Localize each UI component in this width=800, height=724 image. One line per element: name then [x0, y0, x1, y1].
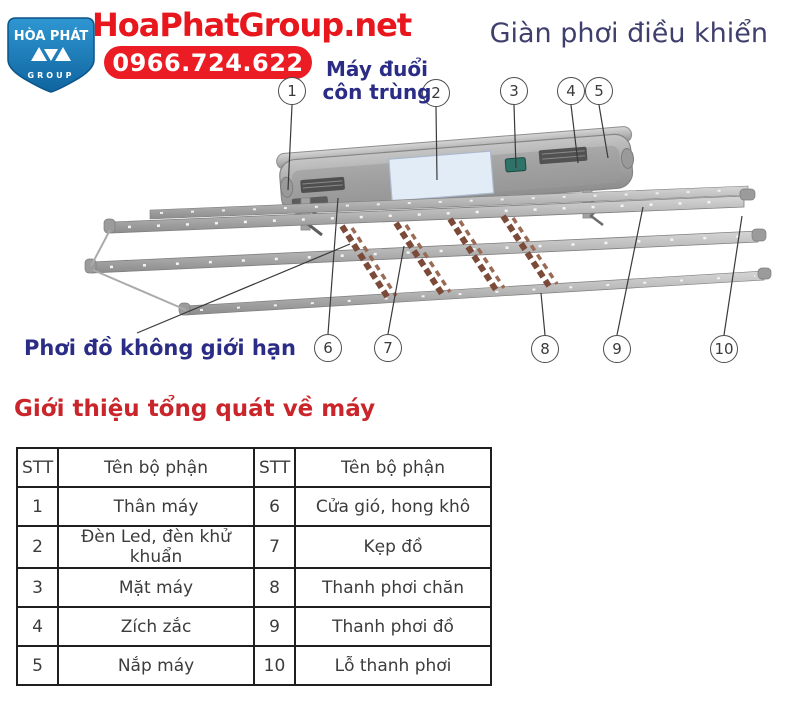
table-cell: 10 — [254, 646, 295, 685]
callout-7: 7 — [374, 334, 402, 362]
table-header-cell: Tên bộ phận — [295, 448, 491, 487]
table-header-cell: Tên bộ phận — [58, 448, 254, 487]
table-row — [17, 526, 491, 568]
table-cell: 4 — [17, 607, 58, 646]
product-title: Giàn phơi điều khiển — [489, 18, 768, 49]
table-cell: Nắp máy — [58, 646, 254, 685]
callout-9: 9 — [603, 335, 631, 363]
table-row — [17, 487, 491, 526]
table-cell: Cửa gió, hong khô — [295, 487, 491, 526]
table-cell: Mặt máy — [58, 568, 254, 607]
blanket-rail — [186, 271, 764, 315]
middle-rail — [92, 231, 758, 273]
table-cell: 5 — [17, 646, 58, 685]
svg-text:GROUP: GROUP — [27, 71, 75, 80]
rail-end-hole — [740, 189, 755, 200]
table-header-cell: STT — [254, 448, 295, 487]
led-panel — [389, 151, 494, 201]
table-cell: Đèn Led, đèn khử khuẩn — [58, 526, 254, 568]
callout-4: 4 — [557, 77, 585, 105]
table-cell: Kẹp đồ — [295, 526, 491, 568]
table-cell: Thanh phơi chăn — [295, 568, 491, 607]
parts-table — [16, 447, 492, 686]
table-row — [17, 568, 491, 607]
callout-8: 8 — [531, 335, 559, 363]
table-cell: 1 — [17, 487, 58, 526]
svg-text:HÒA PHÁT: HÒA PHÁT — [13, 29, 89, 44]
table-cell: 2 — [17, 526, 58, 568]
table-cell: 9 — [254, 607, 295, 646]
table-cell: Thân máy — [58, 487, 254, 526]
website-name: HoaPhatGroup.net — [92, 6, 412, 44]
phone-number: 0966.724.622 — [112, 48, 304, 77]
table-header-cell: STT — [17, 448, 58, 487]
table-cell: Thanh phơi đồ — [295, 607, 491, 646]
callout-3: 3 — [500, 77, 528, 105]
section-heading: Giới thiệu tổng quát về máy — [14, 396, 376, 422]
insect-repeller-label: Máy đuổi côn trùng — [322, 57, 432, 104]
table-header-row — [17, 448, 491, 487]
table-cell: 8 — [254, 568, 295, 607]
table-row — [17, 646, 491, 685]
table-cell: Lỗ thanh phơi — [295, 646, 491, 685]
table-cell: 6 — [254, 487, 295, 526]
table-cell: 7 — [254, 526, 295, 568]
callout-1: 1 — [278, 77, 306, 105]
table-cell: 3 — [17, 568, 58, 607]
callout-6: 6 — [314, 334, 342, 362]
table-row — [17, 607, 491, 646]
table-cell: Zích zắc — [58, 607, 254, 646]
callout-10: 10 — [710, 335, 738, 363]
unlimited-drying-label: Phơi đồ không giới hạn — [24, 336, 296, 360]
callout-5: 5 — [585, 77, 613, 105]
callout-2: 2 — [422, 79, 450, 107]
